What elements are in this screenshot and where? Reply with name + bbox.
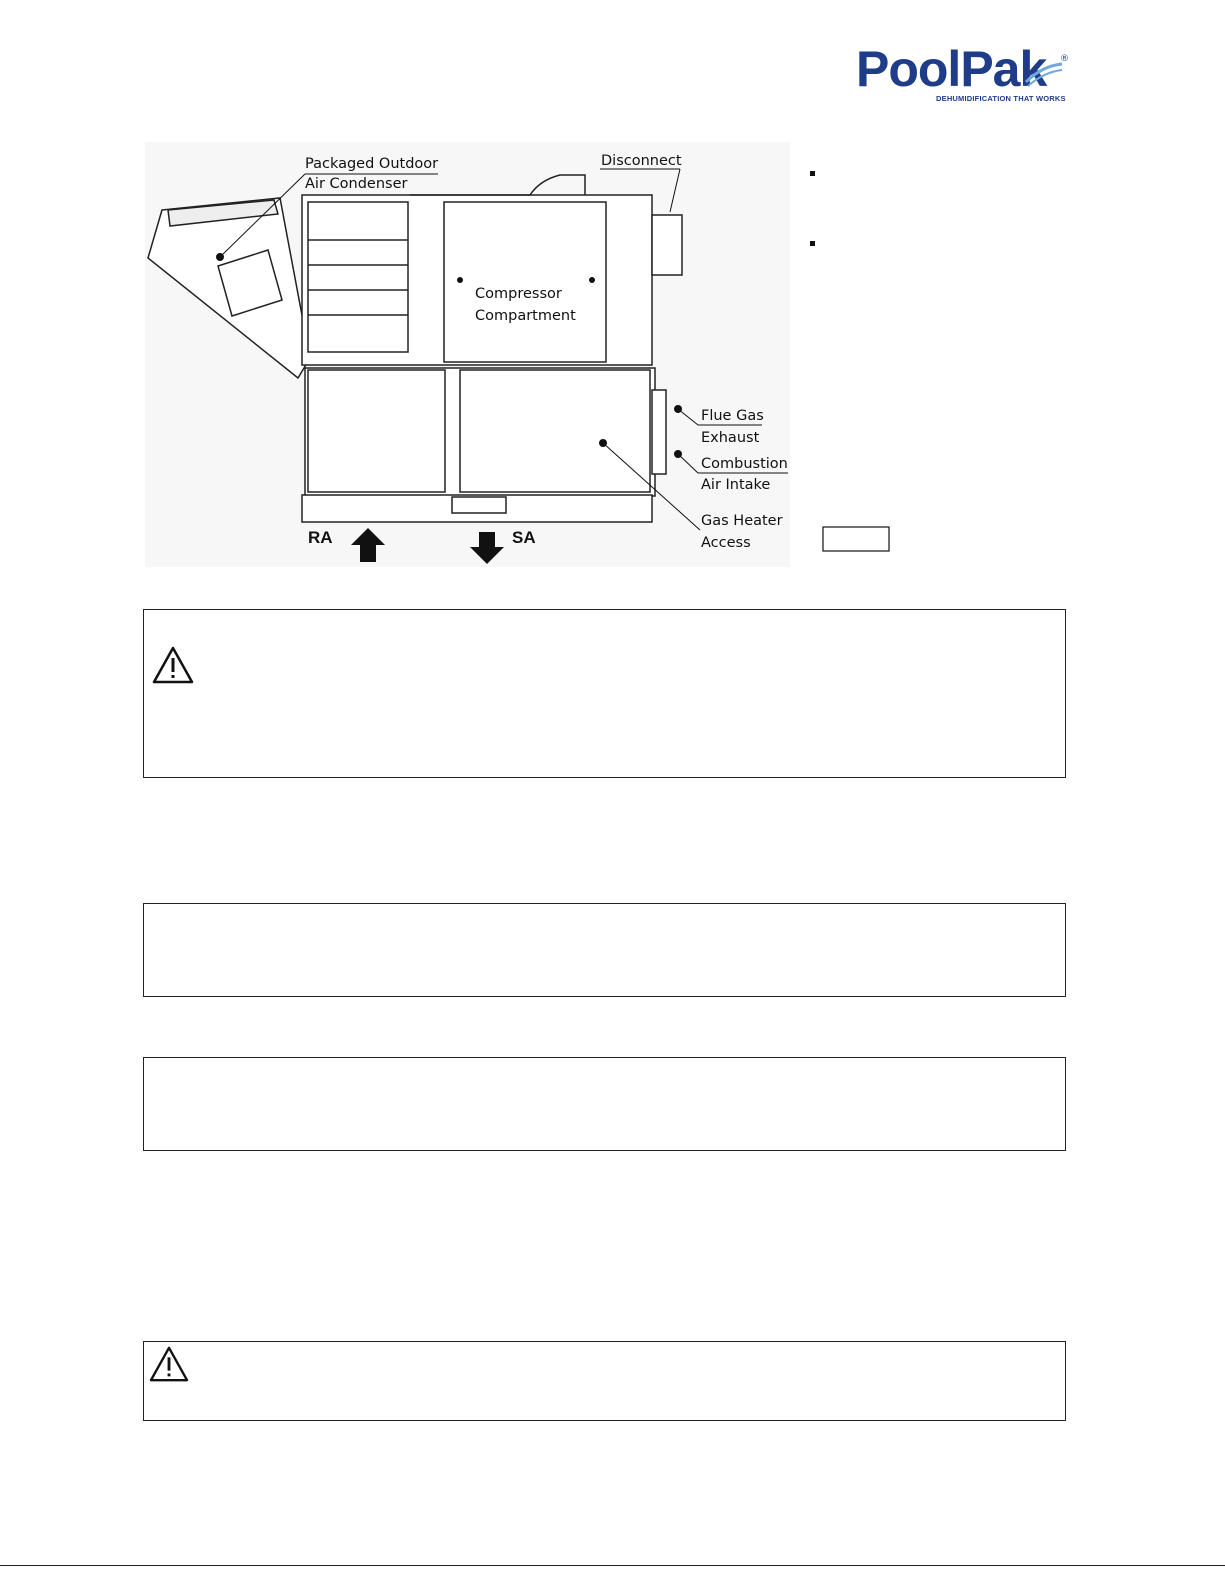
warning-box-2 [143,1341,1066,1421]
logo-swoosh-icon [1024,62,1064,88]
label-combustion-1: Combustion [701,456,788,472]
logo-registered-mark: ® [1060,54,1069,64]
label-sa: SA [512,528,536,547]
label-ra: RA [308,528,333,547]
label-combustion-2: Air Intake [701,477,771,493]
label-gas-heater-1: Gas Heater [701,513,783,529]
unit-top-section [302,195,682,365]
logo-wordmark: PoolPak [856,41,1047,97]
label-compressor-1: Compressor [475,286,562,302]
unit-diagram [140,140,940,580]
label-disconnect: Disconnect [601,153,682,169]
square-bullet-icon [810,171,815,176]
compressor-screw-left [457,277,463,283]
label-condenser-1: Packaged Outdoor [305,156,439,172]
label-flue-2: Exhaust [701,430,760,446]
note-box-1 [143,903,1066,997]
empty-label-box [823,527,889,551]
label-gas-heater-2: Access [701,535,751,551]
square-bullet-icon [810,241,815,246]
logo-tagline: DEHUMIDIFICATION THAT WORKS [936,94,1066,103]
label-flue-1: Flue Gas [701,408,764,424]
warning-box-1 [143,609,1066,778]
note-box-2 [143,1057,1066,1151]
unit-bottom-section [302,368,666,522]
warning-triangle-icon [148,1345,190,1383]
poolpak-logo [856,41,1069,104]
warning-triangle-icon [151,645,195,685]
compressor-screw-right [589,277,595,283]
footer-rule [0,1565,1225,1566]
label-compressor-2: Compartment [475,308,576,324]
label-condenser-2: Air Condenser [305,176,408,192]
